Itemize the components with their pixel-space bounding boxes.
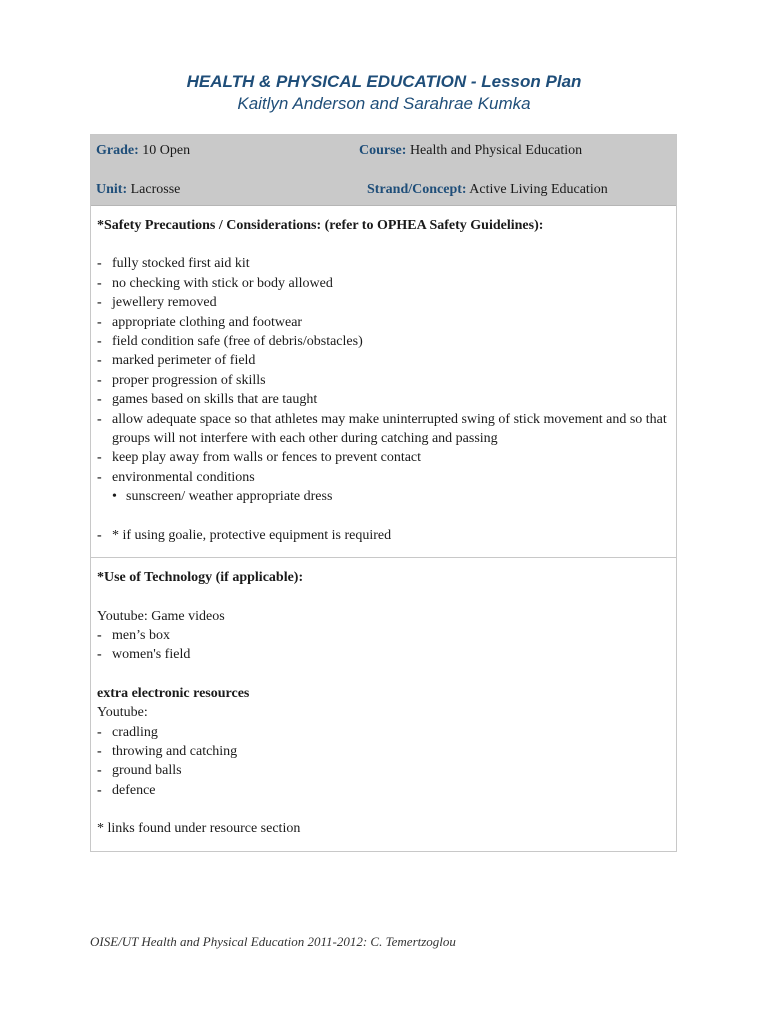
list-item: - environmental conditions — [97, 468, 670, 487]
list-item: - * if using goalie, protective equipment is required — [97, 526, 670, 545]
extra-youtube-label: Youtube: — [97, 705, 148, 721]
list-item: - marked perimeter of field — [97, 351, 670, 370]
strand-label: Strand/Concept: — [367, 182, 467, 197]
course-label: Course: — [359, 143, 407, 158]
course-value: Health and Physical Education — [409, 143, 583, 158]
extra-resources-heading: extra electronic resources — [97, 685, 250, 701]
list-item: - allow adequate space so that athletes may make uninterrupted swing of stick movement and so that groups will not interfere with each other during catching and passing — [97, 410, 670, 449]
video-list — [97, 626, 670, 665]
goalie-list — [97, 526, 670, 545]
list-item: • sunscreen/ weather appropriate dress — [112, 487, 670, 506]
list-item: - throwing and catching — [97, 742, 670, 761]
list-item: - fully stocked first aid kit — [97, 254, 670, 273]
safety-section — [91, 206, 676, 558]
safety-sub-list — [97, 487, 670, 506]
list-item: - defence — [97, 781, 670, 800]
list-item: - no checking with stick or body allowed — [97, 274, 670, 293]
grade-field — [96, 143, 190, 159]
list-item: - jewellery removed — [97, 293, 670, 312]
list-item: - cradling — [97, 723, 670, 742]
unit-value: Lacrosse — [130, 182, 181, 197]
technology-title: *Use of Technology (if applicable): — [97, 570, 304, 586]
list-item: - proper progression of skills — [97, 371, 670, 390]
safety-list — [97, 254, 670, 487]
grade-label: Grade: — [96, 143, 139, 158]
youtube-line: Youtube: Game videos — [97, 608, 225, 624]
list-item: - keep play away from walls or fences to prevent contact — [97, 448, 670, 467]
list-item: - men’s box — [97, 626, 670, 645]
safety-title: *Safety Precautions / Considerations: (refer to OPHEA Safety Guidelines): — [97, 218, 544, 233]
strand-value: Active Living Education — [469, 182, 608, 197]
list-item: - field condition safe (free of debris/obstacles) — [97, 332, 670, 351]
course-field — [359, 143, 582, 159]
unit-label: Unit: — [96, 182, 128, 197]
list-item: - games based on skills that are taught — [97, 390, 670, 409]
list-item: - women's field — [97, 645, 670, 664]
technology-section — [91, 558, 676, 850]
page-footer: OISE/UT Health and Physical Education 2011-2012: C. Temertzoglou — [90, 934, 456, 949]
course-info-row — [91, 135, 676, 206]
list-item: - appropriate clothing and footwear — [97, 313, 670, 332]
authors-line: Kaitlyn Anderson and Sarahrae Kumka — [237, 94, 531, 113]
unit-field — [96, 182, 180, 198]
lesson-plan-title: HEALTH & PHYSICAL EDUCATION - Lesson Plan — [186, 72, 582, 91]
list-item: - ground balls — [97, 761, 670, 780]
lesson-plan-table — [90, 134, 677, 852]
resource-note: * links found under resource section — [97, 821, 301, 837]
document-header — [0, 71, 768, 115]
strand-field — [367, 182, 608, 198]
grade-value: 10 Open — [142, 143, 191, 158]
extra-resources-list — [97, 723, 670, 801]
